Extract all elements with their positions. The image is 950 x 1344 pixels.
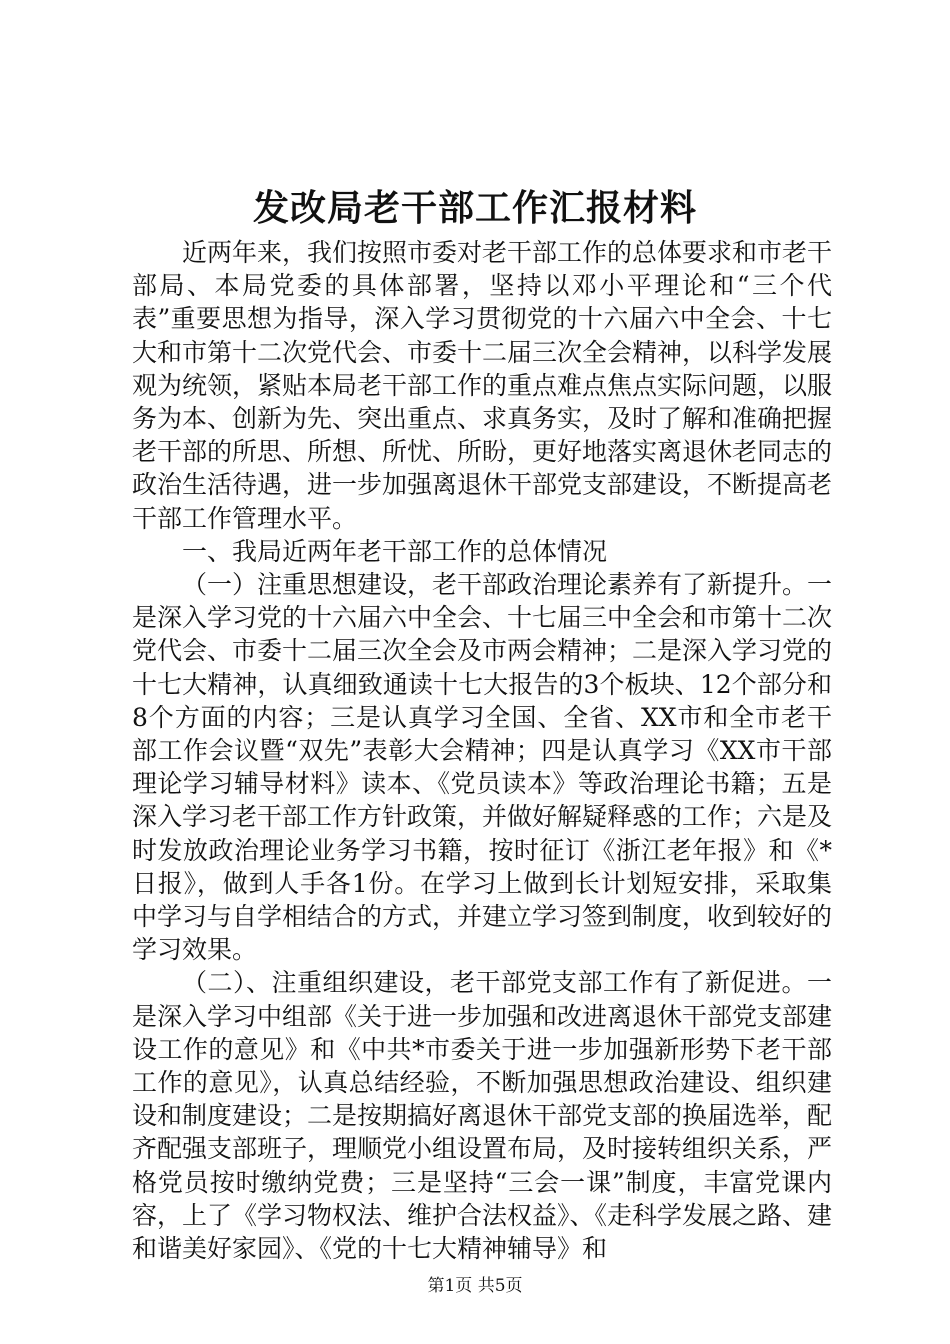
section-heading: 一、我局近两年老干部工作的总体情况 (182, 536, 608, 566)
paragraph-intro: 近两年来，我们按照市委对老干部工作的总体要求和市老干部局、本局党委的具体部署，坚持以邓小平理论和“三个代表”重要思想为指导，深入学习贯彻党的十六届六中全会、十七大和市第十二次党代会、市委十二届三次全会精神，以科学发展观为统领，紧贴本局老干部工作的重点难点焦点实际问题，以服务为本、创新为先、突出重点、求真务实，及时了解和准确把握老干部的所思、所想、所忧、所盼，更好地落实离退休老同志的政治生活待遇，进一步加强离退休干部党支部建设，不断提高老干部工作管理水平。 (132, 238, 833, 533)
document-body (132, 236, 832, 1265)
paragraph-organization-building: （二）、注重组织建设，老干部党支部工作有了新促进。一是深入学习中组部《关于进一步加强和改进离退休干部党支部建设工作的意见》和《中共*市委关于进一步加强新形势下老干部工作的意见》，认真总结经验，不断加强思想政治建设、组织建设和制度建设；二是按期搞好离退休干部党支部的换届选举，配齐配强支部班子，理顺党小组设置布局，及时接转组织关系，严格党员按时缴纳党费；三是坚持“三会一课”制度，丰富党课内容，上了《学习物权法、维护合法权益》、《走科学发展之路、建和谐美好家园》、《党的十七大精神辅导》和 (132, 968, 833, 1264)
paragraph-thought-building: （一）注重思想建设，老干部政治理论素养有了新提升。一是深入学习党的十六届六中全会、十七届三中全会和市第十二次党代会、市委十二届三次全会及市两会精神；二是深入学习党的十七大精神，认真细致通读十七大报告的3个板块、12个部分和8个方面的内容；三是认真学习全国、全省、XX市和全市老干部工作会议暨“双先”表彰大会精神；四是认真学习《XX市干部理论学习辅导材料》读本、《党员读本》等政治理论书籍；五是深入学习老干部工作方针政策，并做好解疑释惑的工作；六是及时发放政治理论业务学习书籍，按时征订《浙江老年报》和《*日报》，做到人手各1份。在学习上做到长计划短安排，采取集中学习与自学相结合的方式，并建立学习签到制度，收到较好的学习效果。 (132, 570, 833, 965)
page-footer: 第1页 共5页 (427, 1276, 523, 1296)
document-title: 发改局老干部工作汇报材料 (252, 187, 697, 229)
